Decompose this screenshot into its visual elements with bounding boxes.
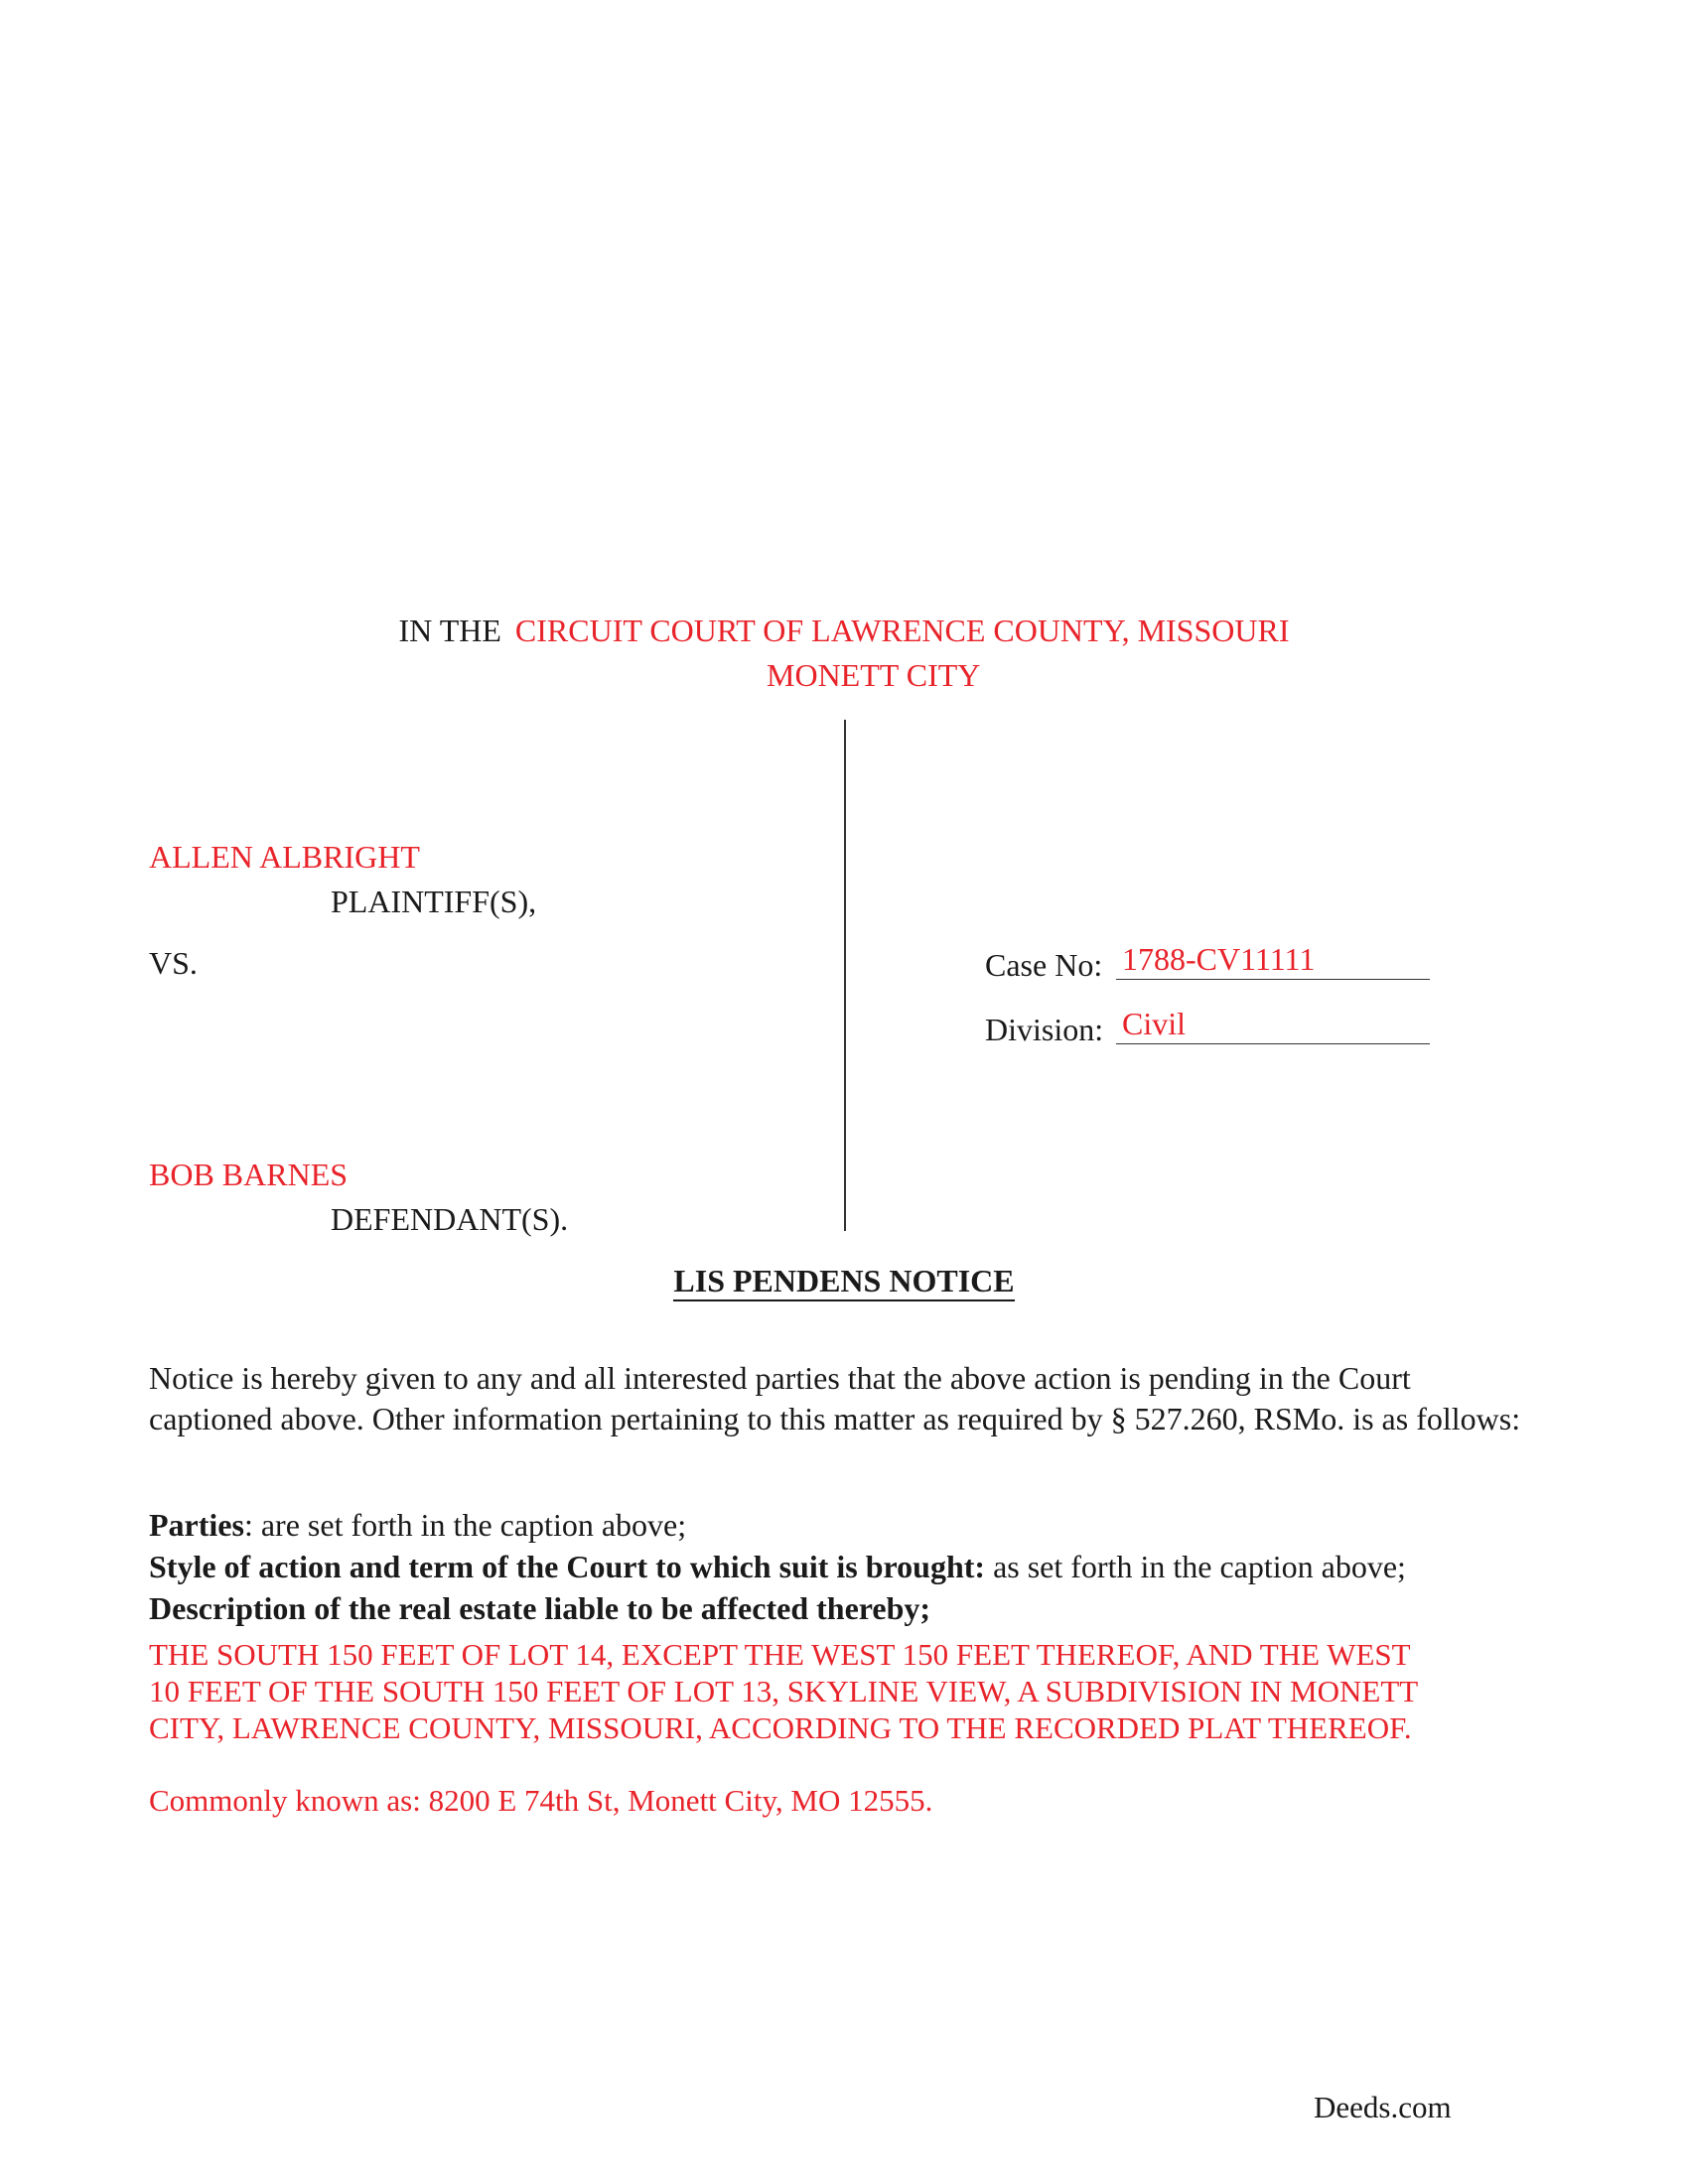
division-value: Civil xyxy=(1122,1006,1187,1041)
plaintiff-label: PLAINTIFF(S), xyxy=(331,884,537,919)
document-title xyxy=(0,1261,1688,1300)
style-text: as set forth in the caption above; xyxy=(985,1549,1406,1584)
court-prefix: IN THE xyxy=(398,613,501,648)
defendant-label: DEFENDANT(S). xyxy=(331,1201,569,1237)
parties-label: Parties xyxy=(149,1507,244,1543)
plaintiff-name: ALLEN ALBRIGHT xyxy=(149,839,420,875)
parties-item xyxy=(149,1504,1539,1546)
versus-label: VS. xyxy=(149,945,198,981)
property-address: Commonly known as: 8200 E 74th St, Monett City, MO 12555. xyxy=(149,1783,933,1818)
legal-line: THE SOUTH 150 FEET OF LOT 14, EXCEPT THE WEST 150 FEET THEREOF, AND THE WEST xyxy=(149,1637,1411,1672)
division-field xyxy=(1116,1006,1430,1044)
legal-line: 10 FEET OF THE SOUTH 150 FEET OF LOT 13, SKYLINE VIEW, A SUBDIVISION IN MONETT xyxy=(149,1674,1419,1708)
court-name: CIRCUIT COURT OF LAWRENCE COUNTY, MISSOURI xyxy=(514,613,1290,648)
court-city: MONETT CITY xyxy=(767,657,981,693)
defendant-name: BOB BARNES xyxy=(149,1157,349,1192)
case-number-label: Case No: xyxy=(985,947,1103,983)
description-item xyxy=(149,1587,1539,1629)
case-number-field xyxy=(1116,941,1430,980)
description-label: Description of the real estate liable to be affected thereby; xyxy=(149,1590,931,1626)
court-heading xyxy=(0,611,1688,650)
division-label: Division: xyxy=(985,1012,1104,1047)
notice-items xyxy=(149,1504,1539,1629)
notice-paragraph: Notice is hereby given to any and all interested parties that the above action is pending in the Court captioned above. Other information pertaining to this matter as required by § 527.260, RSMo. is as follows: xyxy=(149,1360,1521,1436)
case-number-value: 1788-CV11111 xyxy=(1122,941,1316,977)
document-title-text: LIS PENDENS NOTICE xyxy=(673,1263,1014,1301)
caption-divider xyxy=(844,720,846,1231)
legal-description xyxy=(149,1636,1539,1746)
style-item xyxy=(149,1546,1539,1587)
legal-line: CITY, LAWRENCE COUNTY, MISSOURI, ACCORDING TO THE RECORDED PLAT THEREOF. xyxy=(149,1710,1412,1745)
parties-text: : are set forth in the caption above; xyxy=(243,1507,687,1543)
footer-brand: Deeds.com xyxy=(1314,2090,1452,2124)
style-label: Style of action and term of the Court to which suit is brought: xyxy=(149,1549,986,1584)
